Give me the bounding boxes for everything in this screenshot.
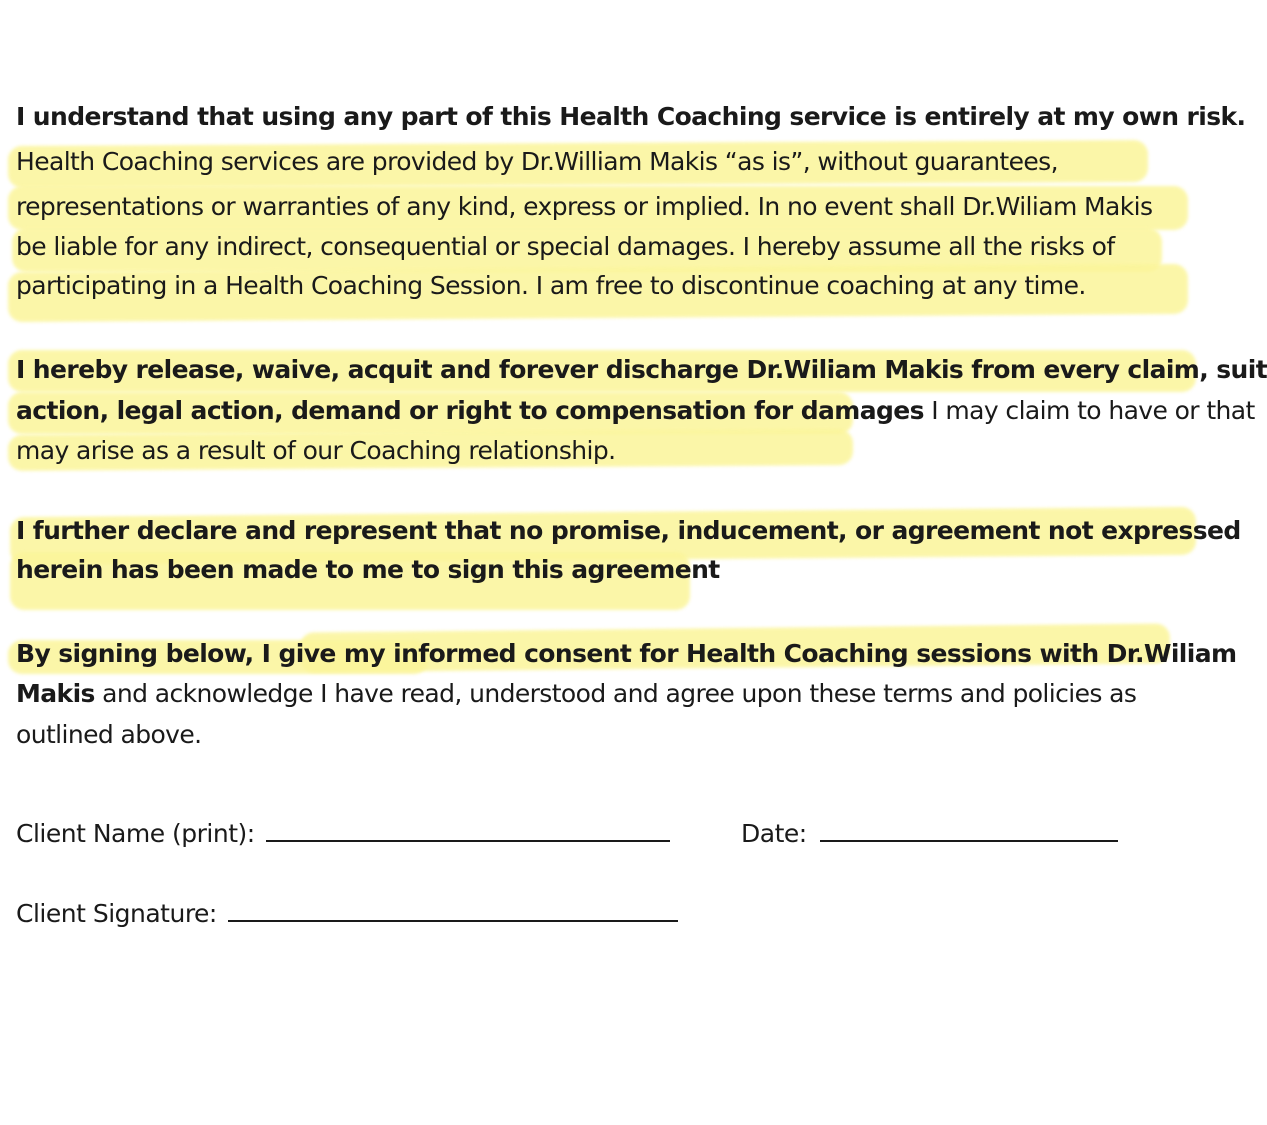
- paragraph-4-line-2-bold: Makis: [16, 679, 95, 708]
- paragraph-1-line-2: Health Coaching services are provided by Dr.William Makis “as is”, without guarantees,: [16, 147, 1058, 176]
- paragraph-4-line-2-rest: and acknowledge I have read, understood and agree upon these terms and policies as: [94, 679, 1137, 708]
- client-name-field[interactable]: [266, 818, 670, 842]
- paragraph-2-line-2-bold: action, legal action, demand or right to compensation for damages: [16, 396, 924, 425]
- client-signature-row: [16, 897, 678, 931]
- paragraph-1-line-3: representations or warranties of any kind, express or implied. In no event shall Dr.Wiliam Makis: [16, 192, 1153, 221]
- client-name-label: Client Name (print):: [16, 819, 255, 848]
- paragraph-4-line-2: [16, 677, 1136, 711]
- date-field[interactable]: [820, 818, 1118, 842]
- client-name-row: [16, 817, 670, 851]
- paragraph-3-line-1: I further declare and represent that no promise, inducement, or agreement not expressed: [16, 516, 1241, 545]
- paragraph-4-line-1: By signing below, I give my informed consent for Health Coaching sessions with Dr.Wiliam: [16, 639, 1237, 668]
- paragraph-2-line-1: I hereby release, waive, acquit and forever discharge Dr.Wiliam Makis from every claim, suit: [16, 355, 1267, 384]
- client-signature-field[interactable]: [228, 898, 678, 922]
- paragraph-4-line-3: outlined above.: [16, 720, 202, 749]
- paragraph-1-line-5: participating in a Health Coaching Session. I am free to discontinue coaching at any time.: [16, 271, 1086, 300]
- date-row: [741, 817, 1118, 851]
- paragraph-2-line-2: [16, 394, 1255, 428]
- paragraph-1-line-1: I understand that using any part of this Health Coaching service is entirely at my own risk.: [16, 102, 1246, 131]
- paragraph-2-line-2-rest: I may claim to have or that: [923, 396, 1255, 425]
- date-label: Date:: [741, 819, 807, 848]
- paragraph-3-line-2: herein has been made to me to sign this agreement: [16, 555, 720, 584]
- paragraph-2-line-3: may arise as a result of our Coaching relationship.: [16, 436, 616, 465]
- paragraph-1-line-4: be liable for any indirect, consequential or special damages. I hereby assume all the risks of: [16, 232, 1115, 261]
- client-signature-label: Client Signature:: [16, 899, 217, 928]
